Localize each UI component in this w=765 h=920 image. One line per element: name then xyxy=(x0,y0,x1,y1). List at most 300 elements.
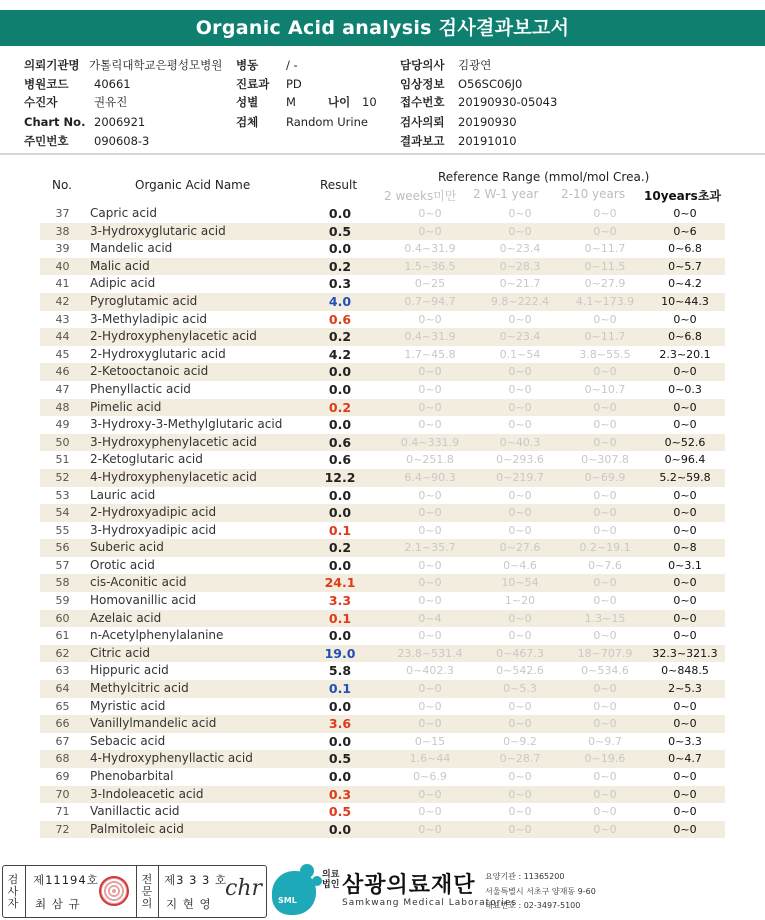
cell-no: 42 xyxy=(55,294,70,308)
cell-range-2-10y: 0~0 xyxy=(593,312,617,326)
cell-range-under-2w: 0~25 xyxy=(414,277,446,291)
cell-range-over-10y: 0~0 xyxy=(673,207,697,220)
cell-name: 3-Indoleacetic acid xyxy=(90,786,204,801)
cell-name: 3-Hydroxyphenylacetic acid xyxy=(90,434,257,449)
cell-range-2-10y: 3.8~55.5 xyxy=(579,347,631,361)
cell-result: 0.2 xyxy=(328,540,352,556)
cell-result: 0.3 xyxy=(328,276,352,292)
table-row xyxy=(40,346,725,364)
table-row xyxy=(40,504,725,522)
cell-result: 0.1 xyxy=(328,522,352,538)
cell-name: cis-Aconitic acid xyxy=(90,575,187,590)
cell-no: 59 xyxy=(55,594,70,608)
cell-range-2w-1y: 0~23.4 xyxy=(499,330,541,344)
table-row xyxy=(40,750,725,768)
chart-value: 2006921 xyxy=(94,115,146,129)
receipt-field xyxy=(400,93,557,111)
table-row xyxy=(40,240,725,258)
cell-range-2-10y: 0~0 xyxy=(593,224,617,238)
cell-no: 49 xyxy=(55,418,70,432)
cell-no: 45 xyxy=(55,347,70,361)
id-label: 주민번호 xyxy=(24,134,69,148)
table-row xyxy=(40,311,725,329)
cell-range-2w-1y: 0~28.3 xyxy=(499,259,541,273)
cell-range-over-10y: 0~0 xyxy=(673,611,697,625)
cell-result: 3.6 xyxy=(328,716,352,732)
cell-no: 63 xyxy=(55,664,70,678)
cell-result: 0.3 xyxy=(328,786,352,802)
cell-range-2-10y: 0~0 xyxy=(593,629,617,643)
cell-range-2w-1y: 0~293.6 xyxy=(496,453,544,467)
cell-range-over-10y: 0~96.4 xyxy=(664,453,706,467)
cell-no: 51 xyxy=(55,453,70,467)
cell-range-over-10y: 0~0 xyxy=(673,787,697,801)
clinical-field xyxy=(400,75,522,93)
receipt-label: 접수번호 xyxy=(400,95,445,109)
cell-no: 43 xyxy=(55,312,70,326)
cell-range-2w-1y: 0~23.4 xyxy=(499,242,541,256)
cell-range-2w-1y: 0~0 xyxy=(508,365,532,379)
recipient-value: 권유진 xyxy=(94,95,128,109)
cell-no: 56 xyxy=(55,541,70,555)
cell-range-over-10y: 0~0 xyxy=(673,717,697,731)
org-address: 서울특별시 서초구 양재동 9-60 xyxy=(485,887,596,896)
confirmer-name: 지 현 영 xyxy=(166,897,212,911)
cell-range-2-10y: 0~0 xyxy=(593,488,617,502)
ward-value: / - xyxy=(286,58,298,72)
cell-result: 0.0 xyxy=(328,381,352,397)
cell-result: 3.3 xyxy=(328,593,352,609)
age-label: 나이 xyxy=(328,95,351,109)
cell-result: 0.1 xyxy=(328,681,352,697)
cell-name: Capric acid xyxy=(90,206,157,220)
cell-result: 0.0 xyxy=(328,769,352,784)
cell-range-2w-1y: 0~0 xyxy=(508,382,532,396)
table-row xyxy=(40,733,725,751)
table-row xyxy=(40,715,725,733)
logo-dot xyxy=(300,864,314,878)
cell-range-under-2w: 0~0 xyxy=(418,699,442,713)
cell-range-2w-1y: 0~5.3 xyxy=(503,682,537,696)
cell-no: 66 xyxy=(55,717,70,731)
cell-range-2-10y: 0~11.5 xyxy=(584,259,626,273)
cell-range-2-10y: 0.2~19.1 xyxy=(579,541,631,555)
cell-no: 39 xyxy=(55,242,70,256)
cell-result: 0.6 xyxy=(328,311,352,327)
specimen-label: 검체 xyxy=(236,115,259,129)
inspector-vertical-label: 검사자 xyxy=(7,873,19,910)
table-row xyxy=(40,434,725,452)
cell-range-2-10y: 0~0 xyxy=(593,576,617,590)
cell-range-under-2w: 0~402.3 xyxy=(406,664,454,678)
cell-result: 4.0 xyxy=(328,293,352,309)
cell-range-under-2w: 6.4~90.3 xyxy=(404,470,456,484)
cell-name: Phenobarbital xyxy=(90,769,174,783)
cell-range-2-10y: 0~0 xyxy=(593,594,617,608)
header-name: Organic Acid Name xyxy=(135,178,251,192)
cell-range-2w-1y: 0~0 xyxy=(508,523,532,537)
cell-result: 5.8 xyxy=(328,663,352,679)
cell-result: 0.5 xyxy=(328,751,352,767)
cell-range-2w-1y: 0~0 xyxy=(508,805,532,819)
cell-result: 19.0 xyxy=(324,645,356,661)
cell-no: 52 xyxy=(55,470,70,484)
table-row xyxy=(40,381,725,399)
cell-name: Suberic acid xyxy=(90,540,164,555)
org-code: 요양기관 : 11365200 xyxy=(485,872,565,881)
cell-no: 64 xyxy=(55,682,70,696)
cell-range-over-10y: 0~0 xyxy=(673,629,697,643)
cell-result: 0.6 xyxy=(328,434,352,450)
cell-range-2w-1y: 0~0 xyxy=(508,699,532,713)
signature: chr xyxy=(225,876,263,901)
request-field xyxy=(400,113,517,131)
table-row xyxy=(40,574,725,592)
cell-range-2-10y: 0~0 xyxy=(593,365,617,379)
cell-name: 2-Ketooctanoic acid xyxy=(90,364,209,379)
table-row xyxy=(40,768,725,786)
recipient-field xyxy=(24,93,127,111)
cell-range-2w-1y: 0~0 xyxy=(508,822,532,836)
cell-range-over-10y: 32.3~321.3 xyxy=(652,646,718,660)
cell-no: 46 xyxy=(55,365,70,379)
cell-range-over-10y: 0~6.8 xyxy=(668,242,702,256)
table-row xyxy=(40,821,725,839)
cell-range-over-10y: 0~5.7 xyxy=(668,259,702,273)
table-row xyxy=(40,627,725,645)
recipient-label: 수진자 xyxy=(24,95,58,109)
cell-range-under-2w: 0.4~31.9 xyxy=(404,330,456,344)
report-date-value: 20191010 xyxy=(458,134,517,148)
cell-name: 2-Hydroxyphenylacetic acid xyxy=(90,329,257,344)
table-row xyxy=(40,803,725,821)
table-row xyxy=(40,662,725,680)
cell-no: 38 xyxy=(55,224,70,238)
cell-range-2w-1y: 0~0 xyxy=(508,787,532,801)
cell-range-under-2w: 0~4 xyxy=(418,611,442,625)
cell-no: 58 xyxy=(55,576,70,590)
cell-range-under-2w: 0~251.8 xyxy=(406,453,454,467)
cell-range-2w-1y: 0~28.7 xyxy=(499,752,541,766)
cell-range-over-10y: 0~0 xyxy=(673,594,697,608)
cell-range-2w-1y: 0~9.2 xyxy=(503,734,537,748)
cell-range-under-2w: 0~0 xyxy=(418,805,442,819)
seal-stamp xyxy=(99,876,129,906)
cell-range-under-2w: 0~0 xyxy=(418,576,442,590)
table-row xyxy=(40,293,725,311)
cell-no: 67 xyxy=(55,734,70,748)
cell-result: 0.0 xyxy=(328,206,352,221)
cell-range-under-2w: 0~0 xyxy=(418,594,442,608)
id-field xyxy=(24,132,149,150)
cell-range-over-10y: 0~0 xyxy=(673,822,697,836)
cell-range-2-10y: 0~307.8 xyxy=(581,453,629,467)
divider-line xyxy=(25,866,26,917)
cell-no: 47 xyxy=(55,382,70,396)
cell-name: Pyroglutamic acid xyxy=(90,293,198,308)
cell-name: 2-Ketoglutaric acid xyxy=(90,452,203,467)
cell-range-2w-1y: 0~0 xyxy=(508,506,532,520)
header-range-under-2w: 2 weeks미만 xyxy=(384,189,457,203)
table-row xyxy=(40,205,725,223)
clinical-label: 임상정보 xyxy=(400,76,445,91)
receipt-value: 20190930-05043 xyxy=(458,95,558,109)
cell-result: 0.0 xyxy=(328,505,352,521)
cell-range-under-2w: 0~0 xyxy=(418,717,442,731)
confirmer-vertical-label: 전문의 xyxy=(141,873,153,910)
logo-text: SML xyxy=(278,896,297,905)
cell-name: 3-Hydroxy-3-Methylglutaric acid xyxy=(90,417,283,432)
cell-range-over-10y: 2.3~20.1 xyxy=(659,347,711,361)
table-row xyxy=(40,539,725,557)
cell-result: 0.0 xyxy=(328,241,352,257)
cell-name: n-Acetylphenylalanine xyxy=(90,628,224,643)
cell-range-2-10y: 0~0 xyxy=(593,822,617,836)
hospital-code-value: 40661 xyxy=(94,76,131,91)
footer xyxy=(0,862,765,920)
cell-range-2-10y: 0~0 xyxy=(593,805,617,819)
cell-range-2w-1y: 9.8~222.4 xyxy=(490,294,550,308)
cell-range-2-10y: 1.3~15 xyxy=(584,611,626,625)
cell-range-under-2w: 23.8~531.4 xyxy=(397,646,463,660)
cell-range-under-2w: 0~6.9 xyxy=(413,770,447,783)
report-date-field xyxy=(400,132,517,150)
cell-range-under-2w: 0~0 xyxy=(418,558,442,572)
cell-range-2-10y: 0~0 xyxy=(593,506,617,520)
cell-range-2w-1y: 0~0 xyxy=(508,400,532,414)
cell-name: Hippuric acid xyxy=(90,663,169,678)
cell-range-2w-1y: 0~467.3 xyxy=(496,646,544,660)
ward-field xyxy=(236,56,298,74)
cell-no: 37 xyxy=(55,207,70,220)
inspector-name: 최 삼 규 xyxy=(35,897,81,911)
cell-range-2-10y: 0~19.6 xyxy=(584,752,626,766)
cell-range-under-2w: 2.1~35.7 xyxy=(404,541,456,555)
cell-result: 12.2 xyxy=(324,469,356,485)
cell-name: Azelaic acid xyxy=(90,610,162,625)
cell-name: Pimelic acid xyxy=(90,399,162,414)
institution-value: 가톨릭대학교은평성모병원 xyxy=(89,58,223,72)
cell-result: 0.5 xyxy=(328,804,352,820)
cell-name: Sebacic acid xyxy=(90,733,166,748)
hospital-code-label: 병원코드 xyxy=(24,76,69,91)
report-title: Organic Acid analysis 검사결과보고서 xyxy=(0,10,765,46)
cell-range-under-2w: 0~0 xyxy=(418,400,442,414)
cell-result: 0.0 xyxy=(328,487,352,503)
sex-label: 성별 xyxy=(236,95,259,109)
cell-no: 53 xyxy=(55,488,70,502)
cell-range-2-10y: 0~0 xyxy=(593,207,617,220)
id-value: 090608-3 xyxy=(94,134,150,148)
cell-range-over-10y: 0~0 xyxy=(673,365,697,379)
cell-name: Phenyllactic acid xyxy=(90,381,191,396)
cell-no: 62 xyxy=(55,646,70,660)
org-phone: 대표번호 : 02-3497-5100 xyxy=(485,901,581,910)
cell-result: 0.6 xyxy=(328,452,352,468)
org-name: 삼광의료재단 xyxy=(342,873,476,898)
cell-range-2w-1y: 0~0 xyxy=(508,770,532,783)
cell-range-over-10y: 10~44.3 xyxy=(661,294,709,308)
cell-no: 61 xyxy=(55,629,70,643)
cell-range-2w-1y: 0~4.6 xyxy=(503,558,537,572)
hospital-code-field xyxy=(24,75,131,93)
cell-range-over-10y: 0~8 xyxy=(673,541,697,555)
table-row xyxy=(40,416,725,434)
specimen-value: Random Urine xyxy=(286,115,368,129)
institution-field xyxy=(24,56,222,74)
cell-result: 0.2 xyxy=(328,329,352,345)
cell-range-under-2w: 0~0 xyxy=(418,207,442,220)
cell-range-under-2w: 0~0 xyxy=(418,418,442,432)
patient-info xyxy=(24,56,754,151)
cell-range-2-10y: 0~0 xyxy=(593,400,617,414)
chart-field xyxy=(24,113,145,131)
cell-result: 24.1 xyxy=(324,575,356,591)
sex-value: M xyxy=(286,95,296,109)
cell-range-over-10y: 0~6.8 xyxy=(668,330,702,344)
cell-range-2-10y: 0~0 xyxy=(593,787,617,801)
confirmer-number: 제3 3 3 호 xyxy=(164,873,228,887)
cell-no: 60 xyxy=(55,611,70,625)
results-table xyxy=(40,205,725,838)
sml-logo xyxy=(272,871,316,915)
cell-no: 44 xyxy=(55,330,70,344)
cell-name: 2-Hydroxyglutaric acid xyxy=(90,346,226,361)
cell-no: 72 xyxy=(55,822,70,836)
table-row xyxy=(40,451,725,469)
cell-range-2-10y: 0~0 xyxy=(593,435,617,449)
cell-name: Methylcitric acid xyxy=(90,681,189,696)
doctor-value: 김광연 xyxy=(458,58,492,72)
cell-range-2-10y: 4.1~173.9 xyxy=(575,294,635,308)
cell-range-2w-1y: 0.1~54 xyxy=(499,347,541,361)
cell-range-over-10y: 0~0 xyxy=(673,770,697,783)
cell-range-2-10y: 0~0 xyxy=(593,523,617,537)
cell-range-under-2w: 1.5~36.5 xyxy=(404,259,456,273)
cell-range-under-2w: 0~0 xyxy=(418,629,442,643)
cell-range-over-10y: 2~5.3 xyxy=(668,682,702,696)
divider-line xyxy=(136,866,137,917)
cell-range-over-10y: 0~6 xyxy=(673,224,697,238)
cell-range-2-10y: 0~0 xyxy=(593,770,617,783)
cell-name: Mandelic acid xyxy=(90,241,173,256)
cell-range-over-10y: 0~0 xyxy=(673,576,697,590)
table-row xyxy=(40,328,725,346)
cell-name: Citric acid xyxy=(90,645,150,660)
cell-no: 69 xyxy=(55,770,70,783)
cell-no: 54 xyxy=(55,506,70,520)
cell-result: 0.0 xyxy=(328,557,352,573)
cell-range-under-2w: 0.7~94.7 xyxy=(404,294,456,308)
cell-name: Palmitoleic acid xyxy=(90,821,184,836)
cell-range-2-10y: 0~0 xyxy=(593,717,617,731)
cell-range-2-10y: 0~9.7 xyxy=(588,734,622,748)
cell-result: 0.0 xyxy=(328,628,352,644)
cell-result: 0.5 xyxy=(328,223,352,239)
cell-range-2-10y: 0~69.9 xyxy=(584,470,626,484)
cell-range-2w-1y: 10~54 xyxy=(501,576,539,590)
org-english-name: Samkwang Medical Laboratories xyxy=(342,898,518,908)
cell-range-2w-1y: 0~0 xyxy=(508,207,532,220)
report-date-label: 결과보고 xyxy=(400,134,445,148)
table-row xyxy=(40,363,725,381)
table-row xyxy=(40,592,725,610)
department-label: 진료과 xyxy=(236,76,270,91)
cell-name: Myristic acid xyxy=(90,698,166,713)
cell-range-under-2w: 0~0 xyxy=(418,312,442,326)
table-row xyxy=(40,469,725,487)
cell-range-over-10y: 0~52.6 xyxy=(664,435,706,449)
table-row xyxy=(40,223,725,241)
cell-range-over-10y: 0~0 xyxy=(673,488,697,502)
specimen-field xyxy=(236,113,368,131)
cell-range-2w-1y: 0~0 xyxy=(508,224,532,238)
cell-range-2-10y: 0~0 xyxy=(593,699,617,713)
divider-line xyxy=(158,866,159,917)
cell-range-2w-1y: 0~0 xyxy=(508,611,532,625)
cell-range-under-2w: 1.7~45.8 xyxy=(404,347,456,361)
cell-range-2w-1y: 0~40.3 xyxy=(499,435,541,449)
chart-label: Chart No. xyxy=(24,115,86,129)
header-result: Result xyxy=(320,178,358,192)
cell-name: 3-Hydroxyglutaric acid xyxy=(90,223,226,238)
header-range-2-10y: 2-10 years xyxy=(561,187,626,201)
cell-name: 2-Hydroxyadipic acid xyxy=(90,505,217,520)
department-field xyxy=(236,75,302,93)
cell-name: Adipic acid xyxy=(90,276,156,291)
cell-range-2w-1y: 0~0 xyxy=(508,717,532,731)
cell-range-over-10y: 0~3.3 xyxy=(668,734,702,748)
cell-range-over-10y: 0~848.5 xyxy=(661,664,709,678)
table-row xyxy=(40,645,725,663)
cell-range-2-10y: 0~27.9 xyxy=(584,277,626,291)
cell-no: 57 xyxy=(55,558,70,572)
cell-range-over-10y: 0~0.3 xyxy=(668,382,702,396)
header-range-over-10y: 10years초과 xyxy=(644,189,722,203)
institution-label: 의뢰기관명 xyxy=(24,58,80,72)
sex-field xyxy=(236,93,377,111)
cell-name: 4-Hydroxyphenyllactic acid xyxy=(90,751,253,766)
cell-range-over-10y: 0~0 xyxy=(673,400,697,414)
cell-range-2w-1y: 0~0 xyxy=(508,629,532,643)
cell-range-2-10y: 0~10.7 xyxy=(584,382,626,396)
cell-range-under-2w: 0~0 xyxy=(418,822,442,836)
cell-result: 0.0 xyxy=(328,733,352,749)
cell-range-2w-1y: 0~542.6 xyxy=(496,664,544,678)
cell-result: 0.0 xyxy=(328,821,352,837)
cell-range-2-10y: 0~534.6 xyxy=(581,664,629,678)
cell-no: 65 xyxy=(55,699,70,713)
cell-name: 3-Hydroxyadipic acid xyxy=(90,522,217,537)
header-no: No. xyxy=(52,178,72,192)
cell-range-2w-1y: 0~0 xyxy=(508,418,532,432)
cell-result: 0.1 xyxy=(328,610,352,626)
cell-range-over-10y: 0~0 xyxy=(673,699,697,713)
cell-name: 4-Hydroxyphenylacetic acid xyxy=(90,469,257,484)
cell-result: 0.2 xyxy=(328,399,352,415)
org-type: 의료법인 xyxy=(322,870,340,890)
table-row xyxy=(40,275,725,293)
request-value: 20190930 xyxy=(458,115,517,129)
table-row xyxy=(40,610,725,628)
section-divider xyxy=(0,153,765,155)
cell-range-under-2w: 0~0 xyxy=(418,523,442,537)
cell-result: 0.2 xyxy=(328,258,352,274)
cell-no: 68 xyxy=(55,752,70,766)
cell-range-2w-1y: 0~27.6 xyxy=(499,541,541,555)
cell-no: 41 xyxy=(55,277,70,291)
logo-dot xyxy=(312,876,322,886)
